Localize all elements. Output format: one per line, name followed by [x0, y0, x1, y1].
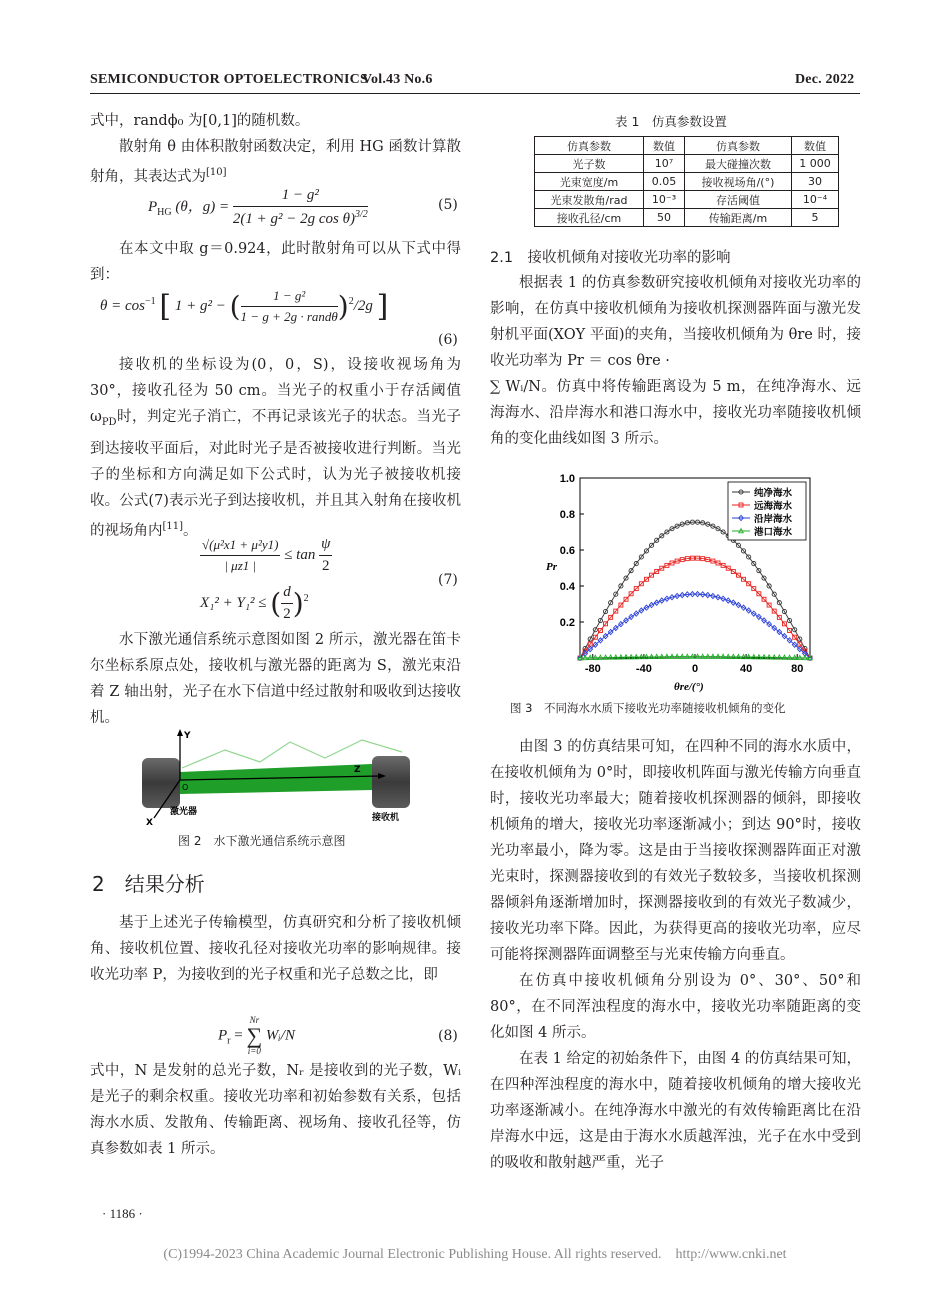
left-paragraph-6: 基于上述光子传输模型，仿真研究和分析了接收机倾角、接收机位置、接收孔径对接收光功率的影响规律。接收光功率 P，为接收到的光子权重和光子总数之比，即: [90, 915, 461, 983]
right-paragraph-1: 根据表 1 的仿真参数研究接收机倾角对接收光功率的影响，在仿真中接收机倾角为接收机探测器阵面与激光发射机平面(XOY 平面)的夹角，当接收机倾角为 θre 时，接收光功率为 Pr ＝ cos θre ·: [490, 275, 861, 369]
legend-label: 沿岸海水: [754, 514, 793, 525]
table-1-cell: 光束宽度/m: [535, 173, 644, 191]
equation-5: [148, 187, 368, 228]
eq6-a: 1 + g² −: [174, 297, 226, 314]
y-tick-label: 0.4: [559, 581, 575, 593]
table-1-cell: 10⁷: [644, 155, 685, 173]
right-paragraph-2: 由图 3 的仿真结果可知，在四种不同的海水水质中，在接收机倾角为 0°时，即接收机阵面与激光传输方向垂直时，接收光功率最大；随着接收机探测器的倾斜，即接收机倾角的增大，接收光功率逐渐减小；到达 90°时，接收光功率最小，降为零。这是由于当接收探测器阵面正对激光束时，探测器接收到的有效光子数较多，当接收机探测器倾斜角逐渐增加时，探测器接收到的有效光子数减少，接收光功率下降。因此，为获得更高的接收光功率，应尽可能将探测器阵面调整至与光束传输方向垂直。: [490, 739, 861, 963]
eq6-tail: /2g: [353, 297, 373, 314]
y-tick-label: 0.8: [559, 509, 575, 521]
left-paragraph-4-text: 接收机的坐标设为(0，0，S)，设接收视场角为 30°，接收孔径为 50 cm。当光子的权重小于存活阈值 ω: [90, 357, 461, 425]
laser-label: 激光器: [170, 807, 198, 817]
table-1-cell: 传输距离/m: [685, 209, 792, 227]
left-paragraph-3-wrap: [90, 236, 461, 288]
table-1-cell: 10⁻³: [644, 191, 685, 209]
right-paragraph-3: 在仿真中接收机倾角分别设为 0°、30°、50°和 80°，在不同浑浊程度的海水中，接收光功率随距离的变化如图 4 所示。: [490, 973, 861, 1041]
eq6-square: 2: [348, 295, 354, 307]
copyright-footer: (C)1994-2023 China Academic Journal Electronic Publishing House. All rights reserved. http://www.cnki.net: [163, 1247, 787, 1262]
x-tick-label: -80: [584, 663, 601, 675]
table-1-cell: 5: [792, 209, 839, 227]
figure-2-caption: 图 2 水下激光通信系统示意图: [178, 834, 346, 848]
left-paragraph-6-wrap: [90, 910, 461, 988]
eq7b-paren-open: (: [270, 587, 282, 620]
figure-3-caption: 图 3 不同海水水质下接收光功率随接收机倾角的变化: [510, 701, 786, 715]
eq8-sum-sign: ∑: [246, 1023, 263, 1048]
eq5-num: 1 − g²: [233, 187, 368, 207]
laser-device: [142, 758, 180, 808]
table-1-cell: 接收视场角/(°): [685, 173, 792, 191]
right-paragraph-4: 在表 1 给定的初始条件下，由图 4 的仿真结果可知，在四种浑浊程度的海水中，随着接收机倾角的增大接收光功率逐渐减小。在纯净海水中激光的有效传输距离比在沿岸海水中远，这是由于海水水质越浑浊，光子在水中受到的吸收和散射越严重，光子: [490, 1051, 861, 1171]
x-tick-label: 40: [739, 663, 753, 675]
y-axis-label: Y: [184, 731, 191, 741]
receiver-label: 接收机: [372, 813, 400, 823]
eq7a-num: √(μ²x1 + μ²y1): [200, 537, 280, 556]
eq7b-den: 2: [283, 606, 291, 622]
left-column: [90, 108, 461, 190]
right-paragraph-1b: ∑ Wᵢ/N。仿真中将传输距离设为 5 m，在纯净海水、远海海水、沿岸海水和港口海水中，接收光功率随接收机倾角的变化曲线如图 3 所示。: [490, 379, 861, 447]
equation-5-number: (5): [438, 197, 458, 213]
table-1-cell: 0.05: [644, 173, 685, 191]
eq6-den: 1 − g + 2g · randθ: [240, 309, 338, 324]
eq7b-lhs: X₁² + Y₁² ≤: [200, 594, 267, 611]
table-1-cell: 30: [792, 173, 839, 191]
legend-label: 远海海水: [754, 501, 793, 512]
eq6-num: 1 − g²: [241, 288, 338, 307]
left-paragraph-7-wrap: [90, 1058, 461, 1162]
eq6-sup: −1: [145, 295, 156, 307]
eq5-fraction: [233, 187, 368, 228]
eq6-lhs: θ = cos: [100, 297, 145, 314]
eq5-den: 2(1 + g² − 2g cos θ): [232, 211, 355, 227]
eq7a-psi-fraction: [319, 536, 332, 575]
eq7b-paren-close: ): [292, 587, 304, 620]
eq5-args: (θ，g) =: [175, 198, 230, 215]
eq8-lhs-sub: r: [227, 1035, 231, 1047]
omega-pd-sub: PD: [101, 416, 117, 428]
left-paragraph-4-end: 。: [183, 522, 198, 539]
ref-10: [10]: [206, 167, 227, 178]
eq5-lhs-sub: HG: [157, 206, 172, 218]
legend-label: 纯净海水: [754, 488, 793, 499]
left-paragraph-4: [90, 352, 461, 544]
left-paragraph-7: 式中，N 是发射的总光子数，Nᵣ 是接收到的光子数，Wᵢ 是光子的剩余权重。接收光功率和初始参数有关系，包括海水水质、发散角、传输距离、视场角、接收孔径等，仿真参数如表 1 所示。: [90, 1063, 461, 1157]
table-1-cell: 50: [644, 209, 685, 227]
eq7a-fraction: [200, 537, 280, 574]
table-1-row: [535, 191, 839, 209]
table-1-header-row: [535, 137, 839, 155]
photon-path: [182, 740, 402, 768]
eq6-fraction: [241, 288, 338, 325]
eq6-paren-close: ): [337, 290, 349, 323]
table-1-header-cell: 数值: [644, 137, 685, 155]
table-1-header-cell: 数值: [792, 137, 839, 155]
z-axis-label: Z: [354, 765, 361, 775]
eq7a-psi: ψ: [319, 536, 332, 556]
equation-6: [100, 288, 388, 325]
legend-label: 港口海水: [754, 527, 793, 538]
equation-7a: [200, 536, 332, 575]
x-axis-label: X: [146, 818, 153, 828]
y-tick-label: 1.0: [559, 473, 575, 485]
journal-volume: Vol.43 No.6: [362, 72, 433, 87]
origin-label: O: [182, 783, 189, 792]
y-tick-label: 0.6: [559, 545, 575, 557]
left-paragraph-1: 式中，randϕ₀ 为[0,1]的随机数。: [90, 113, 310, 129]
table-1-row: [535, 209, 839, 227]
eq7b-square: 2: [303, 592, 309, 604]
left-paragraph-4-text-b: 时，判定光子消亡，不再记录该光子的状态。当光子到达接收平面后，对此时光子是否被接收进行判断。当光子的坐标和方向满足如下公式时，认为光子被接收机接收。公式(7)表示光子到达接收机，并且其入射角在接收机的视场角内: [90, 409, 461, 539]
table-1-row: [535, 155, 839, 173]
table-1-cell: 1 000: [792, 155, 839, 173]
eq8-rhs: Wᵢ/N: [265, 1027, 295, 1044]
left-paragraph-2-text: 散射角 θ 由体积散射函数决定，利用 HG 函数计算散射角，其表达式为: [90, 139, 461, 185]
figure-2-diagram: [140, 728, 420, 828]
table-1-cell: 10⁻⁴: [792, 191, 839, 209]
equation-8-number: (8): [438, 1028, 458, 1044]
right-paragraph-2-wrap: [490, 734, 861, 1176]
table-1-cell: 存活阈值: [685, 191, 792, 209]
receiver-device: [372, 756, 410, 808]
table-1-header-cell: 仿真参数: [535, 137, 644, 155]
eq8-sum: [246, 1016, 262, 1056]
x-tick-label: 80: [791, 663, 804, 675]
table-1-cell: 接收孔径/cm: [535, 209, 644, 227]
equation-8: [218, 1016, 295, 1056]
section-2-title: 2 结果分析: [92, 872, 205, 896]
eq6-bracket-close: ]: [376, 289, 389, 324]
equation-7-number: (7): [438, 572, 458, 588]
subsection-2-1-title: 2.1 接收机倾角对接收光功率的影响: [490, 250, 731, 266]
equation-6-number: (6): [438, 332, 458, 348]
equation-7b: [200, 584, 309, 623]
eq6-bracket-open: [: [159, 289, 172, 324]
table-1-cell: 最大碰撞次数: [685, 155, 792, 173]
eq8-equals: =: [234, 1027, 243, 1044]
right-paragraph-1-wrap: [490, 270, 861, 452]
x-tick-label: -40: [635, 663, 652, 675]
eq6-paren-open: (: [229, 290, 241, 323]
left-paragraph-3: 在本文中取 g＝0.924，此时散射角可以从下式中得到：: [90, 241, 461, 283]
table-1-cell: 光束发散角/rad: [535, 191, 644, 209]
y-axis-arrow: [177, 729, 183, 736]
eq7a-two: 2: [322, 558, 330, 574]
y-axis-title: Pr: [546, 561, 557, 573]
journal-title: SEMICONDUCTOR OPTOELECTRONICS: [90, 72, 368, 87]
figure-3-chart: [532, 470, 822, 702]
ref-11: [11]: [162, 520, 184, 532]
table-1: [534, 136, 839, 227]
eq7a-den: | μz1 |: [224, 558, 257, 573]
x-axis-title: θre/(°): [674, 681, 704, 693]
eq7b-num: d: [281, 584, 293, 604]
table-1-row: [535, 173, 839, 191]
eq8-sum-top: Nr: [249, 1015, 260, 1025]
left-paragraph-5-wrap: [90, 627, 461, 731]
left-paragraph-4-wrap: [90, 352, 461, 544]
x-tick-label: 0: [691, 663, 699, 675]
table-1-cell: 光子数: [535, 155, 644, 173]
left-paragraph-5: 水下激光通信系统示意图如图 2 所示，激光器在笛卡尔坐标系原点处，接收机与激光器的距离为 S，激光束沿着 Z 轴出射，光子在水下信道中经过散射和吸收到达接收机。: [90, 632, 461, 726]
y-tick-label: 0.2: [559, 617, 575, 629]
eq7a-rhs: ≤ tan: [284, 546, 316, 563]
table-1-caption: 表 1 仿真参数设置: [615, 114, 727, 129]
eq7b-fraction: [281, 584, 293, 623]
eq8-lhs: P: [218, 1027, 228, 1044]
header-rule: [90, 93, 860, 94]
table-1-header-cell: 仿真参数: [685, 137, 792, 155]
eq5-den-sup: 3/2: [354, 209, 368, 220]
page-number: · 1186 ·: [102, 1206, 143, 1221]
journal-date: Dec. 2022: [795, 72, 855, 87]
eq8-sum-bottom: i=0: [247, 1046, 261, 1056]
eq5-lhs: P: [148, 198, 158, 215]
left-paragraph-2: [90, 134, 461, 190]
